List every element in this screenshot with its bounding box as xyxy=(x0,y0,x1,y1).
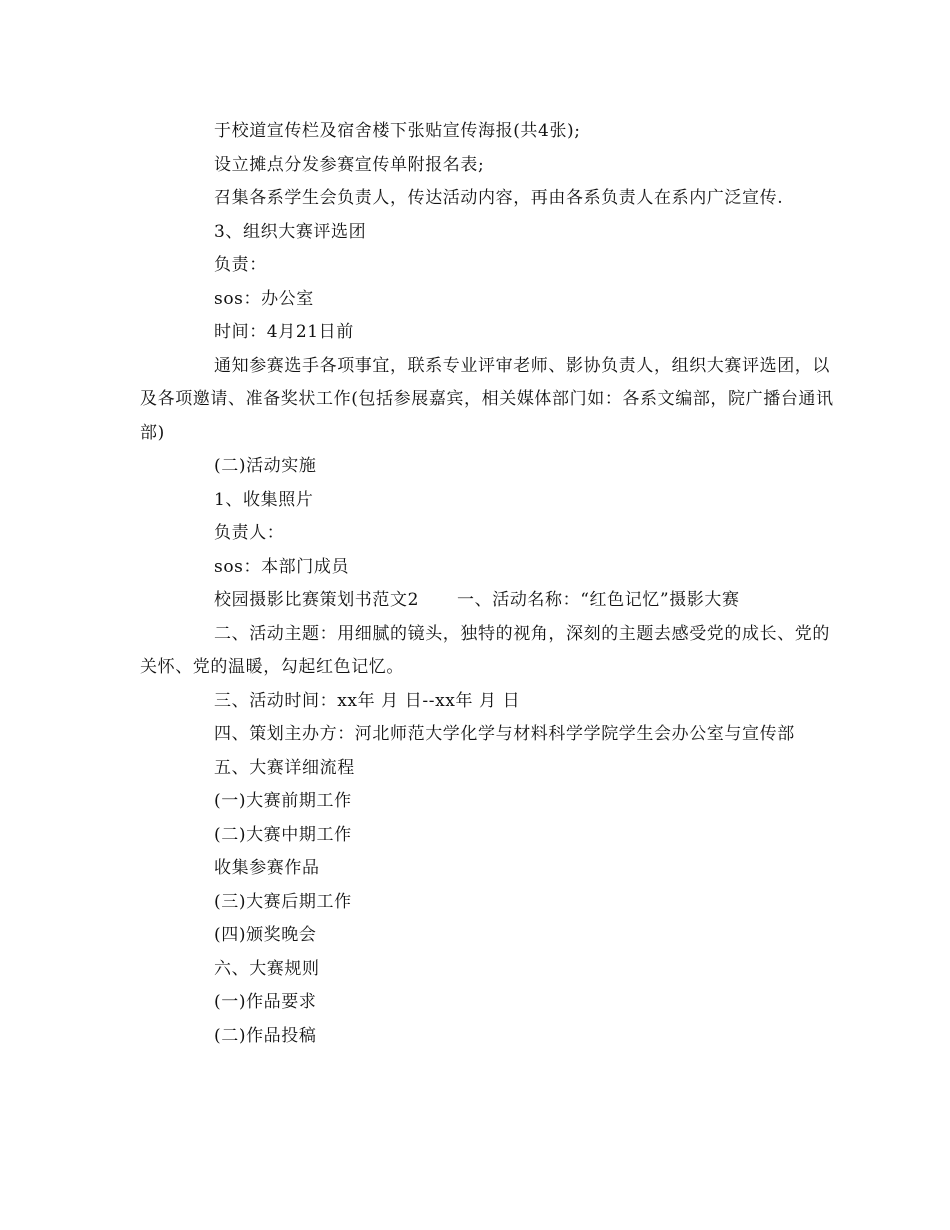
paragraph: 四、策划主办方：河北师范大学化学与材料科学学院学生会办公室与宣传部 xyxy=(214,724,795,744)
paragraph: (四)颁奖晚会 xyxy=(214,925,317,945)
paragraph: 3、组织大赛评选团 xyxy=(214,221,367,242)
paragraph: 时间：4月21日前 xyxy=(214,322,354,342)
paragraph: 三、活动时间：xx年 月 日--xx年 月 日 xyxy=(214,690,521,711)
paragraph: (一)大赛前期工作 xyxy=(214,791,352,811)
paragraph: 通知参赛选手各项事宜，联系专业评审老师、影协负责人，组织大赛评选团，以及各项邀请、准备奖状工作(包括参展嘉宾，相关媒体部门如：各系文编部，院广播台通讯部) xyxy=(140,355,834,443)
document-body xyxy=(140,115,840,1053)
paragraph: (二)活动实施 xyxy=(214,456,317,476)
paragraph: 召集各系学生会负责人，传达活动内容，再由各系负责人在系内广泛宣传. xyxy=(214,188,784,208)
paragraph: 二、活动主题：用细腻的镜头，独特的视角，深刻的主题去感受党的成长、党的关怀、党的温暖，勾起红色记忆。 xyxy=(140,623,830,677)
paragraph: sos：办公室 xyxy=(214,288,314,309)
section-heading-line xyxy=(140,584,840,618)
paragraph: (三)大赛后期工作 xyxy=(214,891,352,912)
paragraph: 于校道宣传栏及宿舍楼下张贴宣传海报(共4张); xyxy=(214,121,581,141)
paragraph: (一)作品要求 xyxy=(214,992,317,1012)
paragraph: 负责人： xyxy=(214,523,285,543)
paragraph: (二)大赛中期工作 xyxy=(214,824,352,845)
paragraph: 六、大赛规则 xyxy=(214,958,320,979)
paragraph: 设立摊点分发参赛宣传单附报名表; xyxy=(214,154,485,175)
paragraph: 负责： xyxy=(214,255,267,275)
paragraph: (二)作品投稿 xyxy=(214,1025,317,1046)
section-first-item: 一、活动名称：“红色记忆”摄影大赛 xyxy=(457,590,740,610)
paragraph: 1、收集照片 xyxy=(214,489,314,510)
paragraph: 收集参赛作品 xyxy=(214,858,320,878)
paragraph: sos：本部门成员 xyxy=(214,556,350,577)
paragraph: 五、大赛详细流程 xyxy=(214,757,355,778)
section-title: 校园摄影比赛策划书范文2 xyxy=(214,590,420,610)
